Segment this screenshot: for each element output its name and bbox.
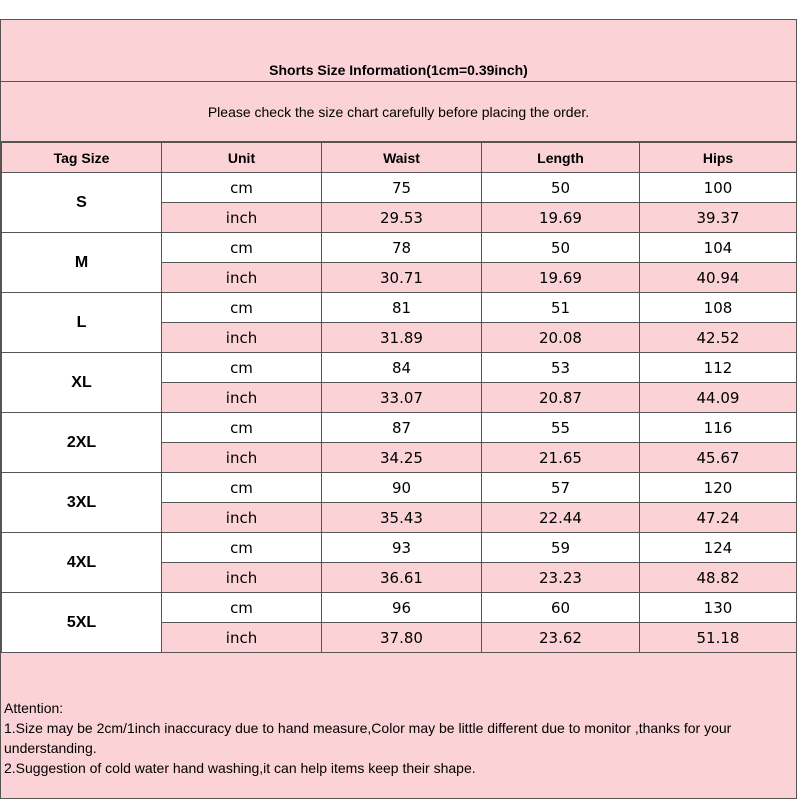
unit-cell: inch [162, 503, 322, 533]
waist-cell: 93 [322, 533, 482, 563]
unit-cell: cm [162, 533, 322, 563]
length-cell: 19.69 [482, 203, 640, 233]
hips-cell: 120 [640, 473, 797, 503]
hips-cell: 44.09 [640, 383, 797, 413]
unit-cell: inch [162, 563, 322, 593]
unit-cell: cm [162, 473, 322, 503]
hips-cell: 48.82 [640, 563, 797, 593]
length-cell: 20.87 [482, 383, 640, 413]
length-cell: 19.69 [482, 263, 640, 293]
table-row [2, 173, 797, 203]
hips-cell: 116 [640, 413, 797, 443]
chart-subtitle: Please check the size chart carefully before placing the order. [1, 82, 796, 142]
attention-notes [4, 698, 796, 778]
waist-cell: 34.25 [322, 443, 482, 473]
length-cell: 20.08 [482, 323, 640, 353]
hips-cell: 45.67 [640, 443, 797, 473]
hips-cell: 100 [640, 173, 797, 203]
attention-line-2: 2.Suggestion of cold water hand washing,it can help items keep their shape. [4, 760, 476, 776]
unit-cell: cm [162, 413, 322, 443]
hips-cell: 112 [640, 353, 797, 383]
waist-cell: 33.07 [322, 383, 482, 413]
length-cell: 55 [482, 413, 640, 443]
tag-size-cell: 3XL [2, 473, 162, 533]
length-cell: 50 [482, 173, 640, 203]
unit-cell: inch [162, 263, 322, 293]
tag-size-cell: 4XL [2, 533, 162, 593]
hips-cell: 47.24 [640, 503, 797, 533]
unit-cell: inch [162, 443, 322, 473]
waist-cell: 81 [322, 293, 482, 323]
length-cell: 57 [482, 473, 640, 503]
waist-cell: 90 [322, 473, 482, 503]
tag-size-cell: L [2, 293, 162, 353]
hips-cell: 39.37 [640, 203, 797, 233]
unit-cell: cm [162, 593, 322, 623]
size-chart [0, 19, 797, 799]
waist-cell: 37.80 [322, 623, 482, 653]
tag-size-cell: S [2, 173, 162, 233]
table-row [2, 533, 797, 563]
hips-cell: 104 [640, 233, 797, 263]
attention-line-1: 1.Size may be 2cm/1inch inaccuracy due to hand measure,Color may be little different due to monitor ,thanks for your understanding. [4, 720, 732, 756]
table-row [2, 473, 797, 503]
hips-cell: 42.52 [640, 323, 797, 353]
tag-size-cell: XL [2, 353, 162, 413]
waist-cell: 75 [322, 173, 482, 203]
waist-cell: 36.61 [322, 563, 482, 593]
table-row [2, 233, 797, 263]
header-unit: Unit [162, 143, 322, 173]
length-cell: 50 [482, 233, 640, 263]
tag-size-cell: M [2, 233, 162, 293]
length-cell: 59 [482, 533, 640, 563]
unit-cell: inch [162, 623, 322, 653]
table-row [2, 353, 797, 383]
waist-cell: 35.43 [322, 503, 482, 533]
waist-cell: 78 [322, 233, 482, 263]
waist-cell: 96 [322, 593, 482, 623]
length-cell: 23.23 [482, 563, 640, 593]
header-hips: Hips [640, 143, 797, 173]
length-cell: 60 [482, 593, 640, 623]
table-row [2, 293, 797, 323]
unit-cell: cm [162, 353, 322, 383]
header-length: Length [482, 143, 640, 173]
unit-cell: cm [162, 233, 322, 263]
length-cell: 53 [482, 353, 640, 383]
hips-cell: 40.94 [640, 263, 797, 293]
waist-cell: 84 [322, 353, 482, 383]
waist-cell: 29.53 [322, 203, 482, 233]
hips-cell: 51.18 [640, 623, 797, 653]
chart-title: Shorts Size Information(1cm=0.39inch) [1, 20, 796, 82]
hips-cell: 108 [640, 293, 797, 323]
waist-cell: 30.71 [322, 263, 482, 293]
header-row [2, 143, 797, 173]
length-cell: 23.62 [482, 623, 640, 653]
size-table [1, 142, 797, 653]
header-waist: Waist [322, 143, 482, 173]
table-row [2, 413, 797, 443]
length-cell: 21.65 [482, 443, 640, 473]
length-cell: 22.44 [482, 503, 640, 533]
unit-cell: cm [162, 173, 322, 203]
header-tag-size: Tag Size [2, 143, 162, 173]
attention-heading: Attention: [4, 700, 64, 716]
unit-cell: inch [162, 383, 322, 413]
waist-cell: 87 [322, 413, 482, 443]
length-cell: 51 [482, 293, 640, 323]
unit-cell: cm [162, 293, 322, 323]
tag-size-cell: 2XL [2, 413, 162, 473]
tag-size-cell: 5XL [2, 593, 162, 653]
hips-cell: 124 [640, 533, 797, 563]
unit-cell: inch [162, 203, 322, 233]
hips-cell: 130 [640, 593, 797, 623]
table-row [2, 593, 797, 623]
unit-cell: inch [162, 323, 322, 353]
waist-cell: 31.89 [322, 323, 482, 353]
